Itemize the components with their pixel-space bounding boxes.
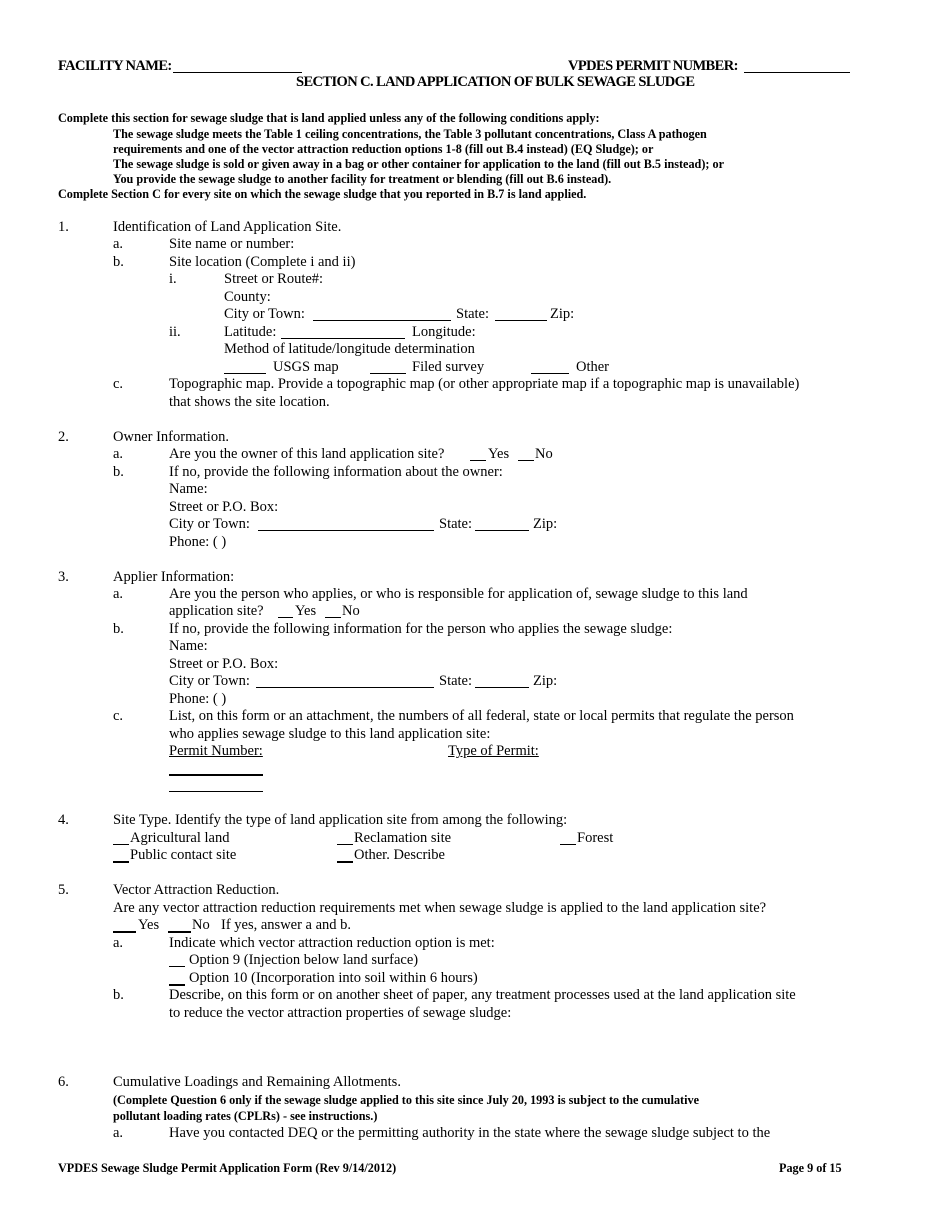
q6-note-1: (Complete Question 6 only if the sewage sludge applied to this site since July 20, 1993 is subject to the cumulative [113,1093,700,1107]
q1-ii: ii. [169,324,181,340]
site-name-label: Site name or number: [169,236,295,252]
q5-b-letter: b. [113,987,124,1003]
owner-state-field[interactable] [475,530,529,531]
owner-question: Are you the owner of this land application site? [169,446,445,462]
q1-a-letter: a. [113,236,124,252]
filed-survey-checkbox[interactable] [370,373,406,374]
owner-street-label: Street or P.O. Box: [169,499,279,515]
q5-number: 5. [58,882,69,898]
applier-state-label: State: [439,673,473,689]
vector-if-yes: If yes, answer a and b. [221,917,352,933]
q6-a-text: Have you contacted DEQ or the permitting authority in the state where the sewage sludge subject to the [169,1125,771,1141]
topo-map-text-1: Topographic map. Provide a topographic map (or other appropriate map if a topographic map is unavailable) [169,376,800,392]
latitude-label: Latitude: [224,324,277,340]
section-title: SECTION C. LAND APPLICATION OF BULK SEWAGE SLUDGE [296,74,695,90]
q4-number: 4. [58,812,69,828]
facility-name-label: FACILITY NAME: [58,58,172,74]
vector-no-checkbox[interactable] [168,931,191,933]
vector-question: Are any vector attraction reduction requirements met when sewage sludge is applied to the land application site? [113,900,767,916]
q6-note-2: pollutant loading rates (CPLRs) - see instructions.) [113,1109,378,1123]
applier-city-field[interactable] [256,687,434,688]
applier-street-label: Street or P.O. Box: [169,656,279,672]
q1-city-field[interactable] [313,320,451,321]
q6-a-letter: a. [113,1125,124,1141]
reclamation-label: Reclamation site [354,830,452,846]
q5-title: Vector Attraction Reduction. [113,882,280,898]
q1-number: 1. [58,219,69,235]
permit-number-field[interactable] [744,72,850,73]
owner-zip-label: Zip: [533,516,558,532]
applier-question-2: application site? [169,603,264,619]
site-location-label: Site location (Complete i and ii) [169,254,356,270]
permit-type-column-header: Type of Permit: [448,743,539,759]
other-site-checkbox[interactable] [337,861,353,863]
owner-yes-label: Yes [488,446,510,462]
treatment-text-2: to reduce the vector attraction properties of sewage sludge: [169,1005,512,1021]
other-method-label: Other [576,359,610,375]
permits-text-2: who applies sewage sludge to this land application site: [169,726,491,742]
longitude-label: Longitude: [412,324,476,340]
usgs-label: USGS map [273,359,339,375]
forest-checkbox[interactable] [560,844,576,845]
option-9-checkbox[interactable] [169,966,185,967]
q2-a-letter: a. [113,446,124,462]
permits-text-1: List, on this form or an attachment, the numbers of all federal, state or local permits that regulate the person [169,708,794,724]
permit-number-field-2[interactable] [169,791,263,792]
vector-option-prompt: Indicate which vector attraction reduction option is met: [169,935,495,951]
other-site-label: Other. Describe [354,847,445,863]
agricultural-checkbox[interactable] [113,844,129,845]
method-label: Method of latitude/longitude determination [224,341,475,357]
option-10-label: Option 10 (Incorporation into soil within 6 hours) [189,970,478,986]
reclamation-checkbox[interactable] [337,844,353,845]
filed-survey-label: Filed survey [412,359,485,375]
q6-title: Cumulative Loadings and Remaining Allotments. [113,1074,401,1090]
applier-question-1: Are you the person who applies, or who is responsible for application of, sewage sludge to this land [169,586,748,602]
applier-yes-label: Yes [295,603,317,619]
q2-title: Owner Information. [113,429,229,445]
vector-yes-label: Yes [138,917,160,933]
intro-line-5: You provide the sewage sludge to another facility for treatment or blending (fill out B.6 instead). [113,172,612,186]
q3-title: Applier Information: [113,569,235,585]
footer-page-number: Page 9 of 15 [779,1161,842,1175]
owner-city-field[interactable] [258,530,434,531]
applier-no-checkbox[interactable] [325,617,341,618]
owner-state-label: State: [439,516,473,532]
owner-info-prompt: If no, provide the following information about the owner: [169,464,503,480]
facility-name-field[interactable] [173,72,302,73]
intro-line-1: Complete this section for sewage sludge that is land applied unless any of the following conditions apply: [58,111,600,125]
applier-yes-checkbox[interactable] [278,617,293,618]
option-9-label: Option 9 (Injection below land surface) [189,952,419,968]
public-contact-checkbox[interactable] [113,861,129,863]
street-route-label: Street or Route#: [224,271,324,287]
intro-line-4: The sewage sludge is sold or given away in a bag or other container for application to the land (fill out B.5 instead); or [113,157,724,171]
applier-state-field[interactable] [475,687,529,688]
q3-b-letter: b. [113,621,124,637]
q6-number: 6. [58,1074,69,1090]
q1-title: Identification of Land Application Site. [113,219,342,235]
q5-a-letter: a. [113,935,124,951]
permit-number-field-1[interactable] [169,774,263,776]
vector-yes-checkbox[interactable] [113,931,136,933]
q1-state-label: State: [456,306,490,322]
applier-no-label: No [342,603,360,619]
topo-map-text-2: that shows the site location. [169,394,330,410]
q1-city-label: City or Town: [224,306,305,322]
q1-state-field[interactable] [495,320,547,321]
owner-phone-label: Phone: ( ) [169,534,227,550]
q1-i: i. [169,271,177,287]
usgs-checkbox[interactable] [224,373,266,374]
option-10-checkbox[interactable] [169,984,185,986]
owner-no-checkbox[interactable] [518,460,534,461]
owner-no-label: No [535,446,553,462]
permit-number-column-header: Permit Number: [169,743,263,759]
permit-number-label: VPDES PERMIT NUMBER: [568,58,738,74]
public-contact-label: Public contact site [130,847,237,863]
applier-city-label: City or Town: [169,673,250,689]
intro-line-6: Complete Section C for every site on which the sewage sludge that you reported in B.7 is land applied. [58,187,587,201]
q2-b-letter: b. [113,464,124,480]
owner-yes-checkbox[interactable] [470,460,486,461]
applier-zip-label: Zip: [533,673,558,689]
applier-phone-label: Phone: ( ) [169,691,227,707]
applier-info-prompt: If no, provide the following information for the person who applies the sewage sludge: [169,621,673,637]
q2-number: 2. [58,429,69,445]
other-method-checkbox[interactable] [531,373,569,374]
footer-form-name: VPDES Sewage Sludge Permit Application Form (Rev 9/14/2012) [58,1161,397,1175]
applier-name-label: Name: [169,638,208,654]
intro-line-3: requirements and one of the vector attraction reduction options 1-8 (fill out B.4 instead) (EQ Sludge); or [113,142,654,156]
county-label: County: [224,289,271,305]
agricultural-label: Agricultural land [130,830,230,846]
owner-city-label: City or Town: [169,516,250,532]
q3-a-letter: a. [113,586,124,602]
forest-label: Forest [577,830,614,846]
vector-no-label: No [192,917,210,933]
q3-c-letter: c. [113,708,124,724]
q1-zip-label: Zip: [550,306,575,322]
q1-b-letter: b. [113,254,124,270]
q3-number: 3. [58,569,69,585]
q4-title: Site Type. Identify the type of land application site from among the following: [113,812,568,828]
q1-c-letter: c. [113,376,124,392]
intro-line-2: The sewage sludge meets the Table 1 ceiling concentrations, the Table 3 pollutant concentrations, Class A pathogen [113,127,707,141]
owner-name-label: Name: [169,481,208,497]
treatment-text-1: Describe, on this form or on another sheet of paper, any treatment processes used at the land application site [169,987,796,1003]
latitude-field[interactable] [281,338,405,339]
